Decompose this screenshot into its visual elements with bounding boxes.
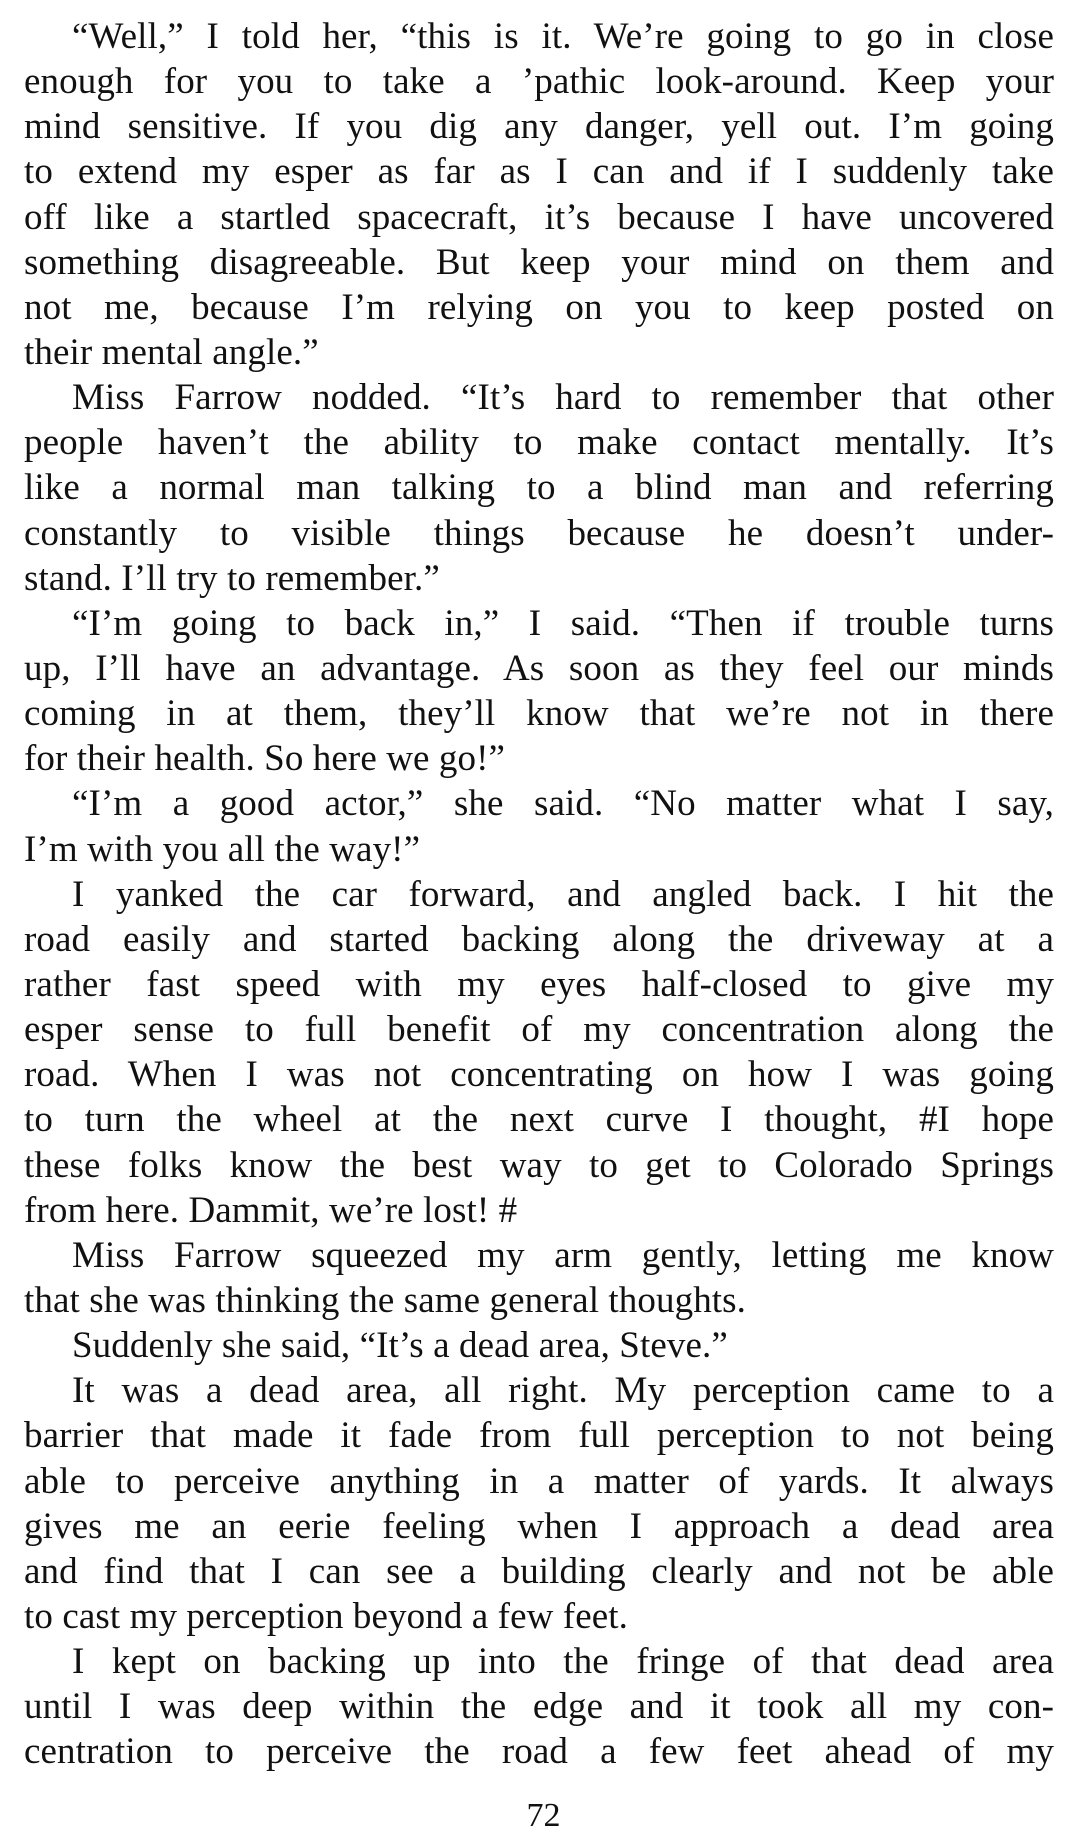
text-line: constantly to visible things because he doesn’t under- xyxy=(24,512,1054,554)
text-line: until I was deep within the edge and it took all my con- xyxy=(24,1686,1054,1728)
text-line: “Well,” I told her, “this is it. We’re going to go in close xyxy=(72,16,1054,57)
text-line: Suddenly she said, “It’s a dead area, Steve.” xyxy=(72,1325,728,1367)
text-line: rather fast speed with my eyes half-closed to give my xyxy=(24,963,1054,1005)
page-number: 72 xyxy=(526,1797,561,1834)
text-line: from here. Dammit, we’re lost! # xyxy=(24,1189,518,1231)
text-line: and find that I can see a building clearly and not be able xyxy=(24,1550,1054,1592)
text-line: I kept on backing up into the fringe of that dead area xyxy=(72,1641,1054,1683)
text-line: off like a startled spacecraft, it’s because I have uncovered xyxy=(24,196,1054,238)
text-line: I yanked the car forward, and angled back. I hit the xyxy=(72,873,1054,915)
text-line: their mental angle.” xyxy=(24,331,319,373)
text-line: Miss Farrow nodded. “It’s hard to remember that other xyxy=(72,377,1054,419)
text-line: enough for you to take a ’pathic look-around. Keep your xyxy=(24,61,1054,103)
body-text xyxy=(24,14,1054,1774)
text-line: that she was thinking the same general thoughts. xyxy=(24,1279,747,1321)
text-line: barrier that made it fade from full perception to not being xyxy=(24,1415,1054,1457)
text-line: to extend my esper as far as I can and if I suddenly take xyxy=(24,151,1054,193)
text-line: people haven’t the ability to make contact mentally. It’s xyxy=(24,422,1054,464)
text-line: not me, because I’m relying on you to keep posted on xyxy=(24,286,1054,328)
text-line: road. When I was not concentrating on how I was going xyxy=(24,1054,1054,1096)
text-line: “I’m a good actor,” she said. “No matter what I say, xyxy=(72,783,1054,825)
text-line: coming in at them, they’ll know that we’re not in there xyxy=(24,693,1054,735)
text-line: esper sense to full benefit of my concentration along the xyxy=(24,1009,1054,1051)
text-line: able to perceive anything in a matter of yards. It always xyxy=(24,1460,1054,1502)
text-line: Miss Farrow squeezed my arm gently, letting me know xyxy=(72,1234,1054,1276)
text-line: road easily and started backing along the driveway at a xyxy=(24,918,1054,960)
text-line: like a normal man talking to a blind man and referring xyxy=(24,467,1054,509)
text-line: for their health. So here we go!” xyxy=(24,738,506,780)
text-line: mind sensitive. If you dig any danger, yell out. I’m going xyxy=(24,106,1054,148)
text-line: I’m with you all the way!” xyxy=(24,828,421,870)
text-line: up, I’ll have an advantage. As soon as they feel our minds xyxy=(24,647,1054,689)
text-line: centration to perceive the road a few feet ahead of my xyxy=(24,1731,1054,1773)
text-line: gives me an eerie feeling when I approach a dead area xyxy=(24,1505,1054,1547)
text-line: stand. I’ll try to remember.” xyxy=(24,557,440,599)
text-line: these folks know the best way to get to Colorado Springs xyxy=(24,1144,1054,1186)
text-line: something disagreeable. But keep your mind on them and xyxy=(24,241,1054,283)
text-line: It was a dead area, all right. My perception came to a xyxy=(72,1370,1054,1412)
text-line: to turn the wheel at the next curve I thought, #I hope xyxy=(24,1099,1054,1141)
text-line: “I’m going to back in,” I said. “Then if trouble turns xyxy=(72,602,1054,644)
text-line: to cast my perception beyond a few feet. xyxy=(24,1595,628,1637)
